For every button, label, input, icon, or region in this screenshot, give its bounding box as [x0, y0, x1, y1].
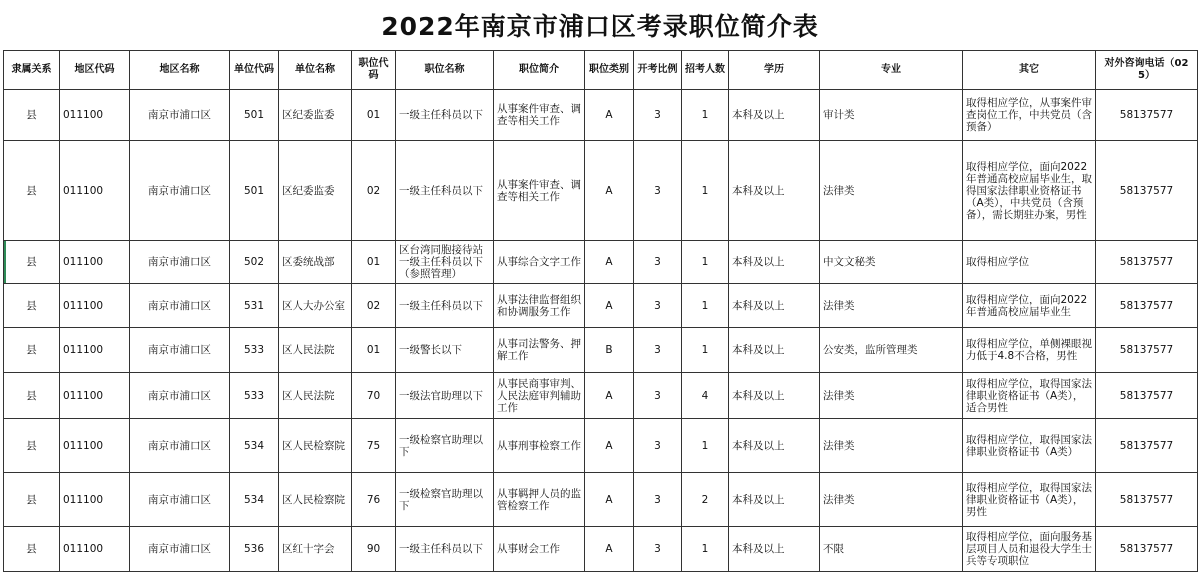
table-cell[interactable]: 本科及以上 [729, 241, 820, 284]
table-cell[interactable]: 法律类 [820, 141, 963, 241]
table-cell[interactable]: 本科及以上 [729, 90, 820, 141]
header-cell[interactable]: 对外咨询电话（025） [1096, 51, 1198, 90]
table-cell[interactable]: 1 [682, 141, 729, 241]
table-cell[interactable]: 本科及以上 [729, 527, 820, 572]
header-cell[interactable]: 职位代码 [352, 51, 396, 90]
table-cell[interactable]: 4 [682, 373, 729, 419]
table-cell[interactable]: 县 [4, 241, 60, 284]
header-cell[interactable]: 地区代码 [60, 51, 130, 90]
table-cell[interactable]: 区纪委监委 [279, 141, 352, 241]
table-cell[interactable]: A [585, 90, 634, 141]
table-cell[interactable]: 取得相应学位 [963, 241, 1096, 284]
table-cell[interactable]: 南京市浦口区 [130, 527, 230, 572]
table-cell[interactable]: 58137577 [1096, 241, 1198, 284]
table-row[interactable] [4, 241, 1198, 284]
table-cell[interactable]: 01 [352, 90, 396, 141]
table-cell[interactable]: 本科及以上 [729, 419, 820, 473]
table-cell[interactable]: 取得相应学位，面向2022年普通高校应届毕业生 [963, 284, 1096, 328]
table-cell[interactable]: 取得相应学位，面向2022年普通高校应届毕业生，取得国家法律职业资格证书（A类），中共党员（含预备），需长期驻办案，男性 [963, 141, 1096, 241]
table-cell[interactable]: 1 [682, 90, 729, 141]
table-cell[interactable]: 011100 [60, 328, 130, 373]
table-cell[interactable]: 南京市浦口区 [130, 373, 230, 419]
header-cell[interactable]: 学历 [729, 51, 820, 90]
table-row[interactable] [4, 527, 1198, 572]
page-title: 2022年南京市浦口区考录职位简介表 [381, 12, 819, 41]
table-cell[interactable]: 58137577 [1096, 419, 1198, 473]
table-cell[interactable]: A [585, 241, 634, 284]
header-cell[interactable]: 职位简介 [494, 51, 585, 90]
table-cell[interactable]: 区纪委监委 [279, 90, 352, 141]
table-cell[interactable]: 县 [4, 284, 60, 328]
table-cell[interactable]: 本科及以上 [729, 284, 820, 328]
table-cell[interactable]: 58137577 [1096, 90, 1198, 141]
table-cell[interactable]: 一级主任科员以下 [396, 90, 494, 141]
table-cell[interactable]: 1 [682, 419, 729, 473]
table-cell[interactable]: 区台湾同胞接待站一级主任科员以下（参照管理） [396, 241, 494, 284]
table-cell[interactable]: 011100 [60, 373, 130, 419]
table-cell[interactable]: 011100 [60, 241, 130, 284]
table-cell[interactable]: 58137577 [1096, 328, 1198, 373]
table-cell[interactable]: 3 [634, 284, 682, 328]
table-cell[interactable]: 3 [634, 473, 682, 527]
table-row[interactable] [4, 373, 1198, 419]
table-cell[interactable]: 县 [4, 527, 60, 572]
table-cell[interactable]: 01 [352, 241, 396, 284]
table-cell[interactable]: 一级警长以下 [396, 328, 494, 373]
table-cell[interactable]: 法律类 [820, 373, 963, 419]
table-cell[interactable]: 区人大办公室 [279, 284, 352, 328]
table-cell[interactable]: 一级法官助理以下 [396, 373, 494, 419]
table-cell[interactable]: B [585, 328, 634, 373]
table-row[interactable] [4, 284, 1198, 328]
table-cell[interactable]: 区委统战部 [279, 241, 352, 284]
table-cell[interactable]: 本科及以上 [729, 373, 820, 419]
table-cell[interactable]: 区红十字会 [279, 527, 352, 572]
header-cell[interactable]: 职位类别 [585, 51, 634, 90]
table-cell[interactable]: 不限 [820, 527, 963, 572]
table-cell[interactable]: 一级主任科员以下 [396, 141, 494, 241]
table-cell[interactable]: 1 [682, 241, 729, 284]
table-cell[interactable]: 3 [634, 527, 682, 572]
table-cell[interactable]: 南京市浦口区 [130, 90, 230, 141]
table-cell[interactable]: 取得相应学位，面向服务基层项目人员和退役大学生士兵等专项职位 [963, 527, 1096, 572]
header-cell[interactable]: 单位代码 [230, 51, 279, 90]
table-cell[interactable]: 011100 [60, 473, 130, 527]
table-cell[interactable]: 从事案件审查、调查等相关工作 [494, 90, 585, 141]
header-cell[interactable]: 招考人数 [682, 51, 729, 90]
table-cell[interactable]: 法律类 [820, 284, 963, 328]
table-cell[interactable]: 南京市浦口区 [130, 141, 230, 241]
table-cell[interactable]: 从事刑事检察工作 [494, 419, 585, 473]
table-cell[interactable]: 县 [4, 90, 60, 141]
table-cell[interactable]: 本科及以上 [729, 473, 820, 527]
positions-table [3, 50, 1198, 572]
table-cell[interactable]: 1 [682, 527, 729, 572]
table-cell[interactable]: A [585, 141, 634, 241]
table-cell[interactable]: 从事民商事审判、人民法庭审判辅助工作 [494, 373, 585, 419]
table-row[interactable] [4, 328, 1198, 373]
header-cell[interactable]: 其它 [963, 51, 1096, 90]
table-cell[interactable]: 区人民检察院 [279, 473, 352, 527]
header-cell[interactable]: 职位名称 [396, 51, 494, 90]
table-cell[interactable]: 南京市浦口区 [130, 473, 230, 527]
table-cell[interactable]: 58137577 [1096, 373, 1198, 419]
table-cell[interactable]: A [585, 373, 634, 419]
table-cell[interactable]: 本科及以上 [729, 141, 820, 241]
table-cell[interactable]: A [585, 284, 634, 328]
table-cell[interactable]: 76 [352, 473, 396, 527]
table-cell[interactable]: 02 [352, 284, 396, 328]
table-cell[interactable]: A [585, 473, 634, 527]
table-cell[interactable]: 501 [230, 90, 279, 141]
table-cell[interactable]: 3 [634, 141, 682, 241]
table-cell[interactable]: 南京市浦口区 [130, 328, 230, 373]
table-cell[interactable]: 县 [4, 419, 60, 473]
table-cell[interactable]: A [585, 419, 634, 473]
table-row[interactable] [4, 419, 1198, 473]
table-cell[interactable]: 011100 [60, 419, 130, 473]
table-cell[interactable]: 1 [682, 328, 729, 373]
table-cell[interactable]: 取得相应学位，取得国家法律职业资格证书（A类），适合男性 [963, 373, 1096, 419]
table-cell[interactable]: 011100 [60, 90, 130, 141]
table-cell[interactable]: 534 [230, 473, 279, 527]
table-cell[interactable]: 区人民法院 [279, 328, 352, 373]
table-cell[interactable]: 一级主任科员以下 [396, 284, 494, 328]
table-row[interactable] [4, 141, 1198, 241]
table-cell[interactable]: 01 [352, 328, 396, 373]
table-row[interactable] [4, 473, 1198, 527]
table-cell[interactable]: 一级检察官助理以下 [396, 473, 494, 527]
table-cell[interactable]: 法律类 [820, 419, 963, 473]
table-cell[interactable]: 502 [230, 241, 279, 284]
table-cell[interactable]: 58137577 [1096, 284, 1198, 328]
table-cell[interactable]: 县 [4, 328, 60, 373]
table-cell[interactable]: 审计类 [820, 90, 963, 141]
header-cell[interactable]: 单位名称 [279, 51, 352, 90]
table-cell[interactable]: 2 [682, 473, 729, 527]
table-cell[interactable]: 南京市浦口区 [130, 284, 230, 328]
header-cell[interactable]: 开考比例 [634, 51, 682, 90]
table-cell[interactable]: 011100 [60, 527, 130, 572]
table-cell[interactable]: 从事综合文字工作 [494, 241, 585, 284]
table-cell[interactable]: A [585, 527, 634, 572]
table-cell[interactable]: 从事司法警务、押解工作 [494, 328, 585, 373]
table-cell[interactable]: 中文文秘类 [820, 241, 963, 284]
table-cell[interactable]: 011100 [60, 284, 130, 328]
table-cell[interactable]: 75 [352, 419, 396, 473]
table-cell[interactable]: 县 [4, 141, 60, 241]
table-cell[interactable]: 县 [4, 373, 60, 419]
table-row[interactable] [4, 90, 1198, 141]
table-cell[interactable]: 011100 [60, 141, 130, 241]
table-cell[interactable]: 一级主任科员以下 [396, 527, 494, 572]
table-cell[interactable]: 县 [4, 473, 60, 527]
table-cell[interactable]: 90 [352, 527, 396, 572]
table-cell[interactable]: 58137577 [1096, 141, 1198, 241]
table-cell[interactable]: 533 [230, 328, 279, 373]
table-cell[interactable]: 南京市浦口区 [130, 419, 230, 473]
table-cell[interactable]: 从事羁押人员的监管检察工作 [494, 473, 585, 527]
table-cell[interactable]: 从事案件审查、调查等相关工作 [494, 141, 585, 241]
table-cell[interactable]: 区人民法院 [279, 373, 352, 419]
table-cell[interactable]: 本科及以上 [729, 328, 820, 373]
table-cell[interactable]: 70 [352, 373, 396, 419]
table-cell[interactable]: 58137577 [1096, 527, 1198, 572]
table-cell[interactable]: 3 [634, 373, 682, 419]
table-cell[interactable]: 南京市浦口区 [130, 241, 230, 284]
table-cell[interactable]: 536 [230, 527, 279, 572]
table-cell[interactable]: 534 [230, 419, 279, 473]
table-cell[interactable]: 公安类，监所管理类 [820, 328, 963, 373]
header-cell[interactable]: 隶属关系 [4, 51, 60, 90]
table-cell[interactable]: 从事财会工作 [494, 527, 585, 572]
table-cell[interactable]: 3 [634, 241, 682, 284]
table-cell[interactable]: 取得相应学位，单侧裸眼视力低于4.8不合格，男性 [963, 328, 1096, 373]
table-cell[interactable]: 一级检察官助理以下 [396, 419, 494, 473]
table-cell[interactable]: 3 [634, 90, 682, 141]
table-cell[interactable]: 区人民检察院 [279, 419, 352, 473]
table-cell[interactable]: 法律类 [820, 473, 963, 527]
table-cell[interactable]: 从事法律监督组织和协调服务工作 [494, 284, 585, 328]
header-cell[interactable]: 地区名称 [130, 51, 230, 90]
table-cell[interactable]: 取得相应学位，从事案件审查岗位工作，中共党员（含预备） [963, 90, 1096, 141]
table-cell[interactable]: 533 [230, 373, 279, 419]
header-cell[interactable]: 专业 [820, 51, 963, 90]
table-cell[interactable]: 02 [352, 141, 396, 241]
table-cell[interactable]: 取得相应学位，取得国家法律职业资格证书（A类），男性 [963, 473, 1096, 527]
table-cell[interactable]: 1 [682, 284, 729, 328]
table-cell[interactable]: 58137577 [1096, 473, 1198, 527]
table-cell[interactable]: 501 [230, 141, 279, 241]
header-row [4, 51, 1198, 90]
table-cell[interactable]: 531 [230, 284, 279, 328]
table-cell[interactable]: 取得相应学位，取得国家法律职业资格证书（A类） [963, 419, 1096, 473]
table-cell[interactable]: 3 [634, 419, 682, 473]
table-cell[interactable]: 3 [634, 328, 682, 373]
